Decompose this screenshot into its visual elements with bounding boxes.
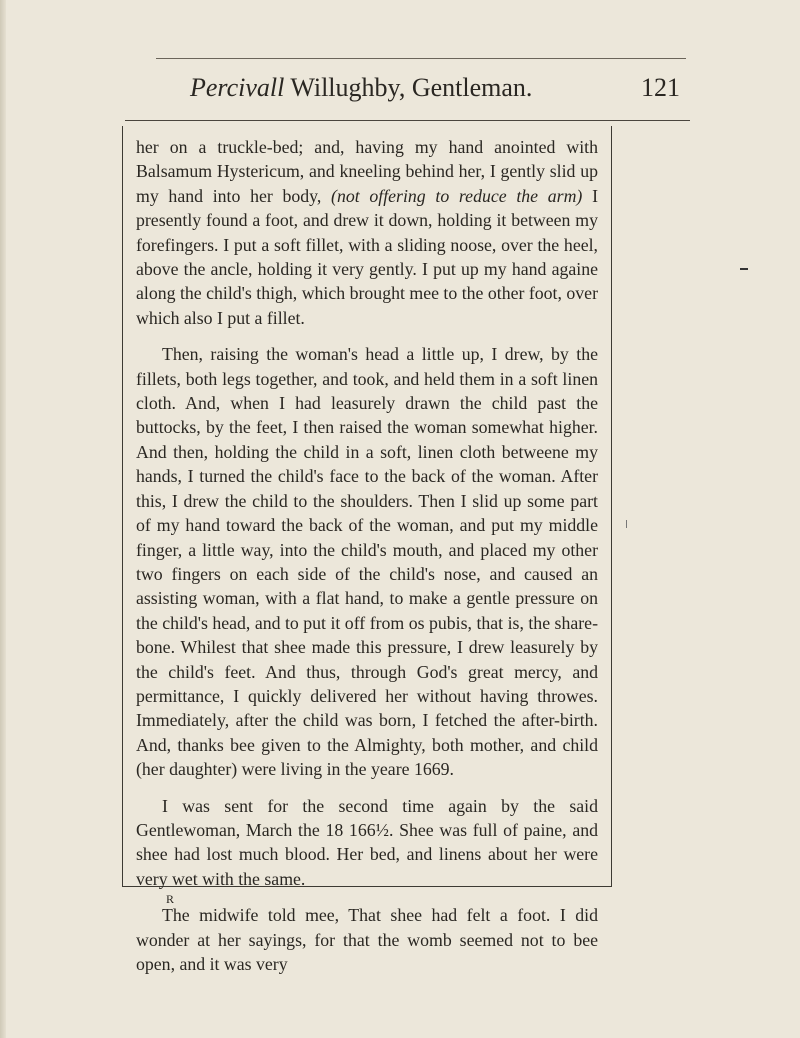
running-head <box>190 70 680 106</box>
paragraph-2: Then, raising the woman's head a little up, I drew, by the fillets, both legs together, and took, and held them in a soft linen cloth. And, when I had leasurely drawn the child past the buttocks, by the feet, I then raised the woman somewhat higher. And then, holding the child in a soft, linen cloth betweene my hands, I turned the child's face to the back of the woman. After this, I drew the child to the shoulders. Then I slid up some part of my hand toward the back of the woman, and put my middle finger, a little way, into the child's mouth, and placed my other two fingers on each side of the child's nose, and caused an assisting woman, with a flat hand, to make a gentle pressure on the child's head, and to put it off from os pubis, that is, the share-bone. Whilest that shee made this pressure, I drew leasurely by the child's feet. And thus, through God's great mercy, and permittance, I quickly delivered her without having throwes. Immediately, after the child was born, I fetched the after-birth. And, thanks bee given to the Almighty, both mother, and child (her daughter) were living in the yeare 1669. <box>136 344 598 780</box>
margin-tick <box>626 520 627 528</box>
paragraph-4: The midwife told mee, That shee had felt a foot. I did wonder at her sayings, for that the womb seemed not to bee open, and it was very <box>136 905 598 974</box>
running-head-title <box>290 73 532 102</box>
page-edge-shadow <box>0 0 6 1038</box>
paragraph-1 <box>136 135 598 330</box>
running-head-author: Percivall <box>190 73 285 102</box>
running-head-title-text: Willughby, Gentleman. <box>290 73 533 102</box>
margin-mark <box>740 268 748 270</box>
paragraph-1-before: her on a truckle-bed; and, having my hand anointed with Balsamum Hystericum, and kneeling behind her, I gently slid up my hand into her body, <box>136 137 598 206</box>
header-rule <box>125 120 690 121</box>
signature-mark: R <box>166 892 176 906</box>
body-text <box>136 135 598 988</box>
top-rule <box>156 58 686 59</box>
paragraph-3: I was sent for the second time again by the said Gentlewoman, March the 18 166½. Shee was full of paine, and shee had lost much blood. Her bed, and linens about her were very wet with the same. <box>136 795 598 889</box>
page-number: 121 <box>641 73 680 102</box>
paragraph-1-italic: (not offering to reduce the arm) <box>331 185 583 206</box>
paragraph-1-after: I presently found a foot, and drew it down, holding it between my forefingers. I put a soft fillet, with a sliding noose, over the heel, above the ancle, holding it very gently. I put up my hand againe along the child's thigh, which brought mee to the other foot, over which also I put a fillet. <box>136 185 598 328</box>
